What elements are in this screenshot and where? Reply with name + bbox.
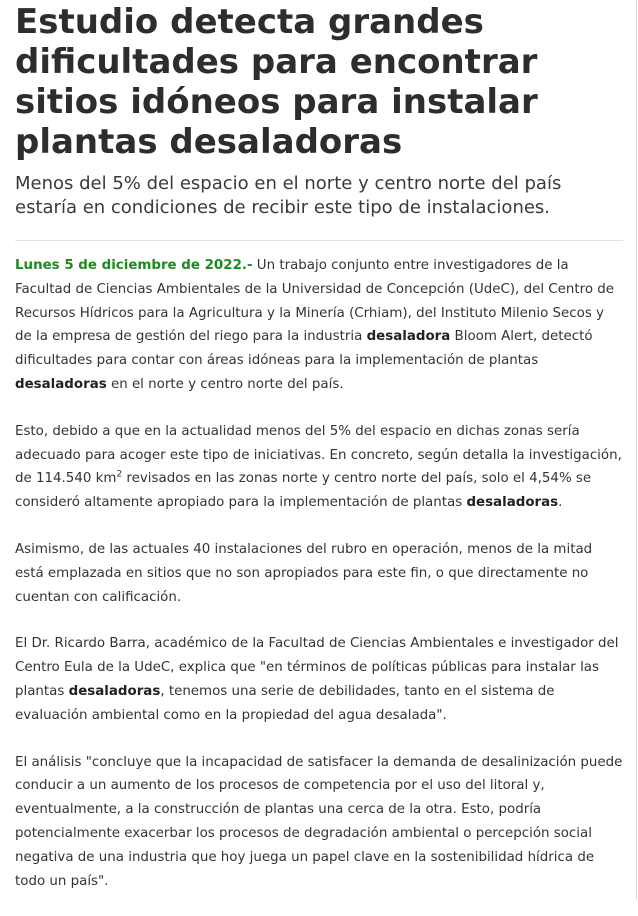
paragraph-1 bbox=[15, 254, 623, 397]
superscript-2: 2 bbox=[116, 469, 123, 480]
article-body bbox=[15, 254, 623, 893]
divider bbox=[15, 240, 623, 241]
paragraph-1-text-a: Un trabajo conjunto entre investigadores de la Facultad de Ciencias Ambientales de la Universidad de Concepción (UdeC), del Centro de Recursos Hídricos para la Agricultura y la Minería (Crhiam), del Instituto Milenio Secos y de la empresa de gestión del riego para la industria bbox=[15, 258, 615, 345]
paragraph-1-text-c: en el norte y centro norte del país. bbox=[106, 376, 344, 392]
article-subtitle: Menos del 5% del espacio en el norte y centro norte del país estaría en condiciones de recibir este tipo de instalaciones. bbox=[15, 173, 562, 218]
article bbox=[15, 0, 623, 916]
paragraph-4-text-b: , tenemos una serie de debilidades, tanto en el sistema de evaluación ambiental como en la propiedad del agua desalada". bbox=[15, 683, 555, 723]
article-headline: Estudio detecta grandes dificultades para encontrar sitios idóneos para instalar plantas desaladoras bbox=[15, 2, 538, 162]
keyword-desaladoras: desaladoras bbox=[68, 683, 161, 699]
paragraph-2 bbox=[15, 420, 623, 515]
keyword-desaladoras: desaladoras bbox=[466, 495, 559, 511]
paragraph-2-text-b: revisados en las zonas norte y centro norte del país, solo el 4,54% se consideró altamente apropiado para la implementación de plantas bbox=[15, 471, 592, 511]
paragraph-2-text-c: . bbox=[558, 495, 563, 511]
dateline: Lunes 5 de diciembre de 2022.- bbox=[15, 258, 253, 273]
page-edge-line bbox=[636, 0, 637, 900]
paragraph-1-text-b: Bloom Alert, detectó dificultades para contar con áreas idóneas para la implementación de plantas bbox=[15, 329, 593, 369]
paragraph-4-text-a: El Dr. Ricardo Barra, académico de la Facultad de Ciencias Ambientales e investigador del Centro Eula de la UdeC, explica que "en términos de políticas públicas para instalar las plantas bbox=[15, 636, 619, 699]
paragraph-2-text-a: Esto, debido a que en la actualidad menos del 5% del espacio en dichas zonas sería adecuado para acoger este tipo de iniciativas. En concreto, según detalla la investigación, de 114.540 km bbox=[15, 423, 622, 487]
keyword-desaladoras: desaladoras bbox=[15, 376, 107, 392]
paragraph-4 bbox=[15, 632, 623, 727]
paragraph-5: El análisis "concluye que la incapacidad de satisfacer la demanda de desalinización puede conducir a un aumento de los procesos de competencia por el uso del litoral y, eventualmente, a la construcción de plantas una cerca de la otra. Esto, podría potencialmente exacerbar los procesos de degradación ambiental o percepción social negativa de una industria que hoy juega un papel clave en la sostenibilidad hídrica de todo un país". bbox=[15, 754, 623, 889]
keyword-desaladora: desaladora bbox=[366, 329, 451, 345]
paragraph-3: Asimismo, de las actuales 40 instalaciones del rubro en operación, menos de la mitad está emplazada en sitios que no son apropiados para este fin, o que directamente no cuentan con calificación. bbox=[15, 541, 593, 605]
